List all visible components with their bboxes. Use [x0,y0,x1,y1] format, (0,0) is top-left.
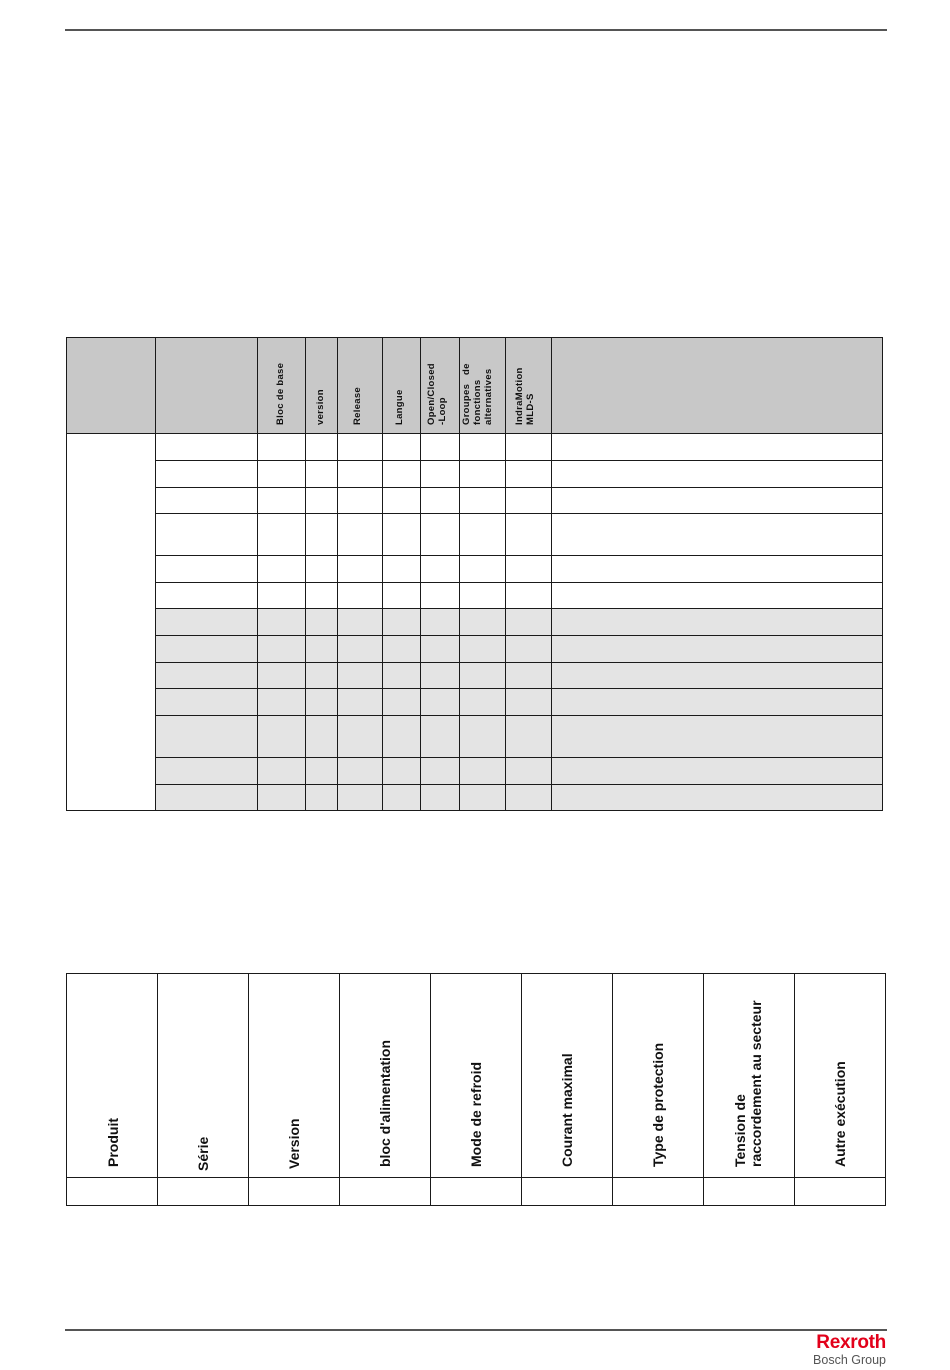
column-divider [157,973,158,1206]
column-divider [430,973,431,1206]
column-header-indramotion: IndraMotion MLD-S [514,367,536,425]
header-divider [66,433,883,434]
column-divider [612,973,613,1206]
table-border [66,337,883,338]
column-divider [337,337,338,811]
header-tension-raccordement: Tension de raccordement au secteur [732,1000,765,1167]
column-divider [703,973,704,1206]
column-divider [459,337,460,811]
table-row [155,688,883,715]
table-row [155,487,883,513]
column-divider [66,973,67,1206]
configuration-table [66,337,883,811]
column-divider [305,337,306,811]
column-divider [521,973,522,1206]
table-border [66,810,883,811]
column-header-version: version [315,389,326,425]
table-row [155,582,883,608]
header-divider [66,1177,886,1178]
header-produit: Produit [105,1118,121,1167]
table-row [155,433,883,460]
rexroth-logo [813,1333,886,1367]
column-divider [248,973,249,1206]
row-divider [155,513,883,514]
column-divider [382,337,383,811]
row-divider [155,608,883,609]
top-rule [65,29,887,31]
column-divider [155,337,156,811]
header-version: Version [286,1118,302,1169]
header-type-protection: Type de protection [650,1042,666,1167]
column-divider [420,337,421,811]
row-divider [155,784,883,785]
row-divider [155,715,883,716]
header-bloc-alimentation: bloc d'alimentation [377,1039,393,1167]
header-autre-execution: Autre exécution [832,1061,848,1167]
column-divider [339,973,340,1206]
table-row [155,635,883,662]
table-border [66,337,67,811]
logo-group: Bosch Group [813,1353,886,1367]
column-header-groupes-fonctions: Groupes de fonctions alternatives [461,363,494,425]
column-divider [551,337,552,811]
table-row [155,608,883,635]
table-border [66,973,886,974]
column-divider [505,337,506,811]
table-border [66,1205,886,1206]
table-row [155,784,883,811]
header-courant-maximal: Courant maximal [559,1053,575,1167]
column-header-open-closed-loop: Open/Closed -Loop [426,363,448,425]
product-code-table [66,973,886,1206]
column-divider [794,973,795,1206]
table-row [155,715,883,757]
row-divider [155,460,883,461]
logo-brand: Rexroth [816,1332,886,1353]
table-row [155,460,883,487]
bottom-rule [65,1329,887,1331]
header-serie: Série [195,1136,211,1171]
row-divider [155,555,883,556]
row-divider [155,635,883,636]
table-row [155,662,883,688]
column-header-langue: Langue [394,389,405,425]
table-row [155,555,883,582]
row-divider [155,688,883,689]
table-row [155,513,883,555]
table-row [155,757,883,784]
column-divider [257,337,258,811]
table-border [882,337,883,811]
row-divider [155,757,883,758]
column-header-release: Release [352,386,363,425]
row-divider [155,487,883,488]
header-mode-refroid: Mode de refroid [468,1061,484,1167]
row-divider [155,582,883,583]
column-header-bloc-de-base: Bloc de base [275,362,286,425]
column-divider [885,973,886,1206]
row-divider [155,662,883,663]
